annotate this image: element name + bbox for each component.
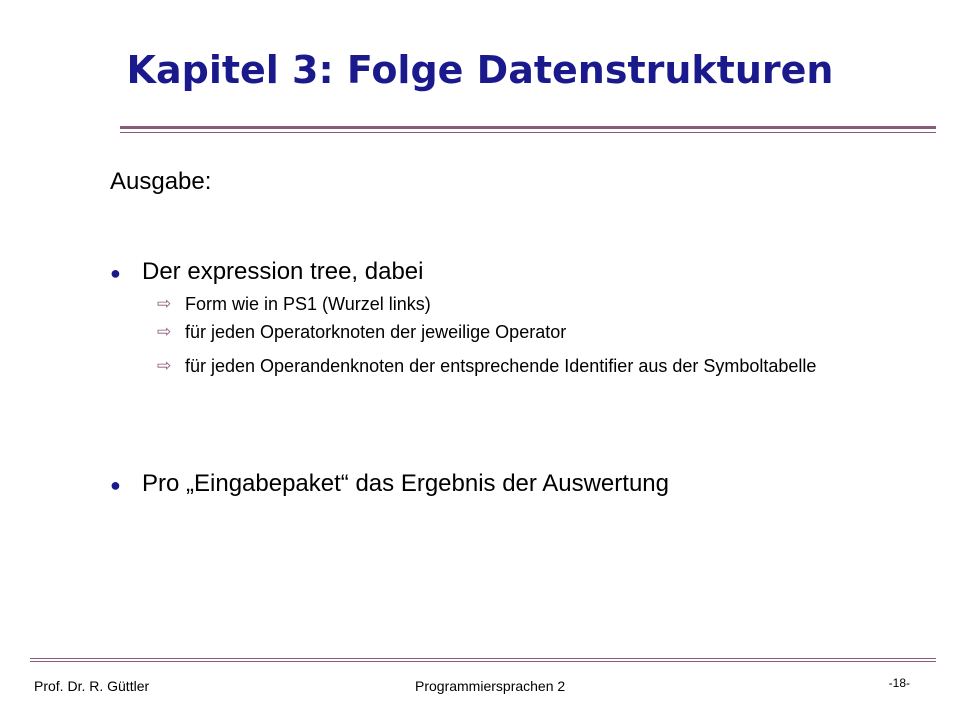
outline-arrow-icon: ⇨ (157, 322, 172, 341)
bullet-item (110, 258, 423, 286)
page-number: -18- (888, 676, 910, 690)
sub-item (157, 292, 877, 316)
bullet-dot-icon: ● (110, 263, 121, 283)
bullet-dot-icon: ● (110, 475, 121, 495)
slide-title: Kapitel 3: Folge Datenstrukturen (126, 48, 834, 92)
bullet-item (110, 470, 669, 498)
title-rule-thin (120, 132, 936, 133)
outline-arrow-icon: ⇨ (157, 294, 172, 313)
footer-course: Programmiersprachen 2 (415, 678, 566, 694)
sub-item-text: Form wie in PS1 (Wurzel links) (185, 294, 431, 314)
bullet-text: Der expression tree, dabei (142, 258, 424, 285)
footer-rule-1 (30, 658, 936, 659)
sub-item (157, 320, 877, 344)
footer-author: Prof. Dr. R. Güttler (34, 678, 150, 694)
section-heading: Ausgabe: (110, 168, 212, 195)
footer-rule-2 (30, 661, 936, 662)
sub-item-text: für jeden Operandenknoten der entsprechende Identifier aus der Symboltabelle (185, 356, 817, 376)
title-rule-thick (120, 126, 936, 129)
outline-arrow-icon: ⇨ (157, 356, 172, 375)
sub-item (157, 354, 877, 378)
bullet-text: Pro „Eingabepaket“ das Ergebnis der Auswertung (142, 470, 669, 497)
sub-item-text: für jeden Operatorknoten der jeweilige Operator (185, 322, 567, 342)
